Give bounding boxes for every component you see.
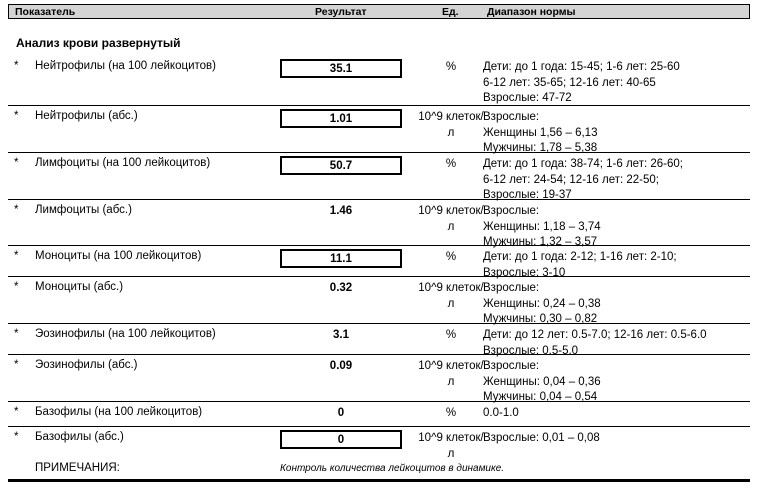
range-line: Мужчины: 1,32 – 3,57 [483,236,598,248]
unit-value: 10^9 клеток/л [418,111,484,139]
reference-range [483,110,597,157]
range-line: Мужчины: 0,30 – 0,82 [483,313,598,325]
range-line: Дети: до 1 года: 38-74; 1-6 лет: 26-60; [483,158,683,170]
row-marker: * [14,359,19,371]
row-marker: * [14,110,19,122]
range-line: Женщины 1,56 – 6,13 [483,126,598,139]
header-unit: Ед. [442,6,459,18]
range-line: Женщины: 0,24 – 0,38 [483,297,601,310]
table-row [8,277,750,324]
indicator-name: Эозинофилы (на 100 лейкоцитов) [35,328,216,340]
reference-range [483,281,601,328]
range-line: Дети: до 1 года: 2-12; 1-16 лет: 2-10; [483,251,677,263]
indicator-name: Лимфоциты (на 100 лейкоцитов) [35,157,211,169]
notes-label: ПРИМЕЧАНИЯ: [35,462,120,474]
header-range: Диапазон нормы [487,6,576,18]
range-line: Женщины: 1,18 – 3,74 [483,220,601,233]
result-value: 50.7 [280,156,402,175]
row-marker: * [14,406,19,418]
table-row [8,153,750,200]
unit-value: % [445,407,457,419]
result-value: 0 [280,430,402,449]
reference-range [483,406,519,422]
row-marker: * [14,60,19,72]
result-value: 35.1 [280,59,402,78]
row-marker: * [14,328,19,340]
table-row [8,402,750,427]
unit-value: 10^9 клеток/л [418,360,484,388]
range-line: 0.0-1.0 [483,407,519,419]
indicator-name: Эозинофилы (абс.) [35,359,138,371]
range-line: Взрослые: 47-72 [483,92,572,104]
reference-range [483,359,601,406]
range-line: 6-12 лет: 24-54; 12-16 лет: 22-50; [483,173,659,186]
range-line: Женщины: 0,04 – 0,36 [483,375,601,388]
reference-range [483,157,683,204]
result-value: 0 [337,407,345,419]
range-line: Взрослые: [483,205,540,217]
range-line: Взрослые: 0,01 – 0,08 [483,432,600,444]
indicator-name: Нейтрофилы (абс.) [35,110,138,122]
range-line: Взрослые: 19-37 [483,189,572,201]
result-value: 3.1 [333,329,349,341]
indicator-name: Базофилы (абс.) [35,431,124,443]
table-row [8,427,750,460]
row-marker: * [14,204,19,216]
table-row [8,355,750,402]
range-line: Мужчины: 1,78 – 5,38 [483,142,598,154]
notes-text: Контроль количества лейкоцитов в динамике. [280,463,505,474]
unit-value: 10^9 клеток/л [418,282,484,310]
range-line: Дети: до 12 лет: 0.5-7.0; 12-16 лет: 0.5-6.0 [483,329,707,341]
range-line: Дети: до 1 года: 15-45; 1-6 лет: 25-60 [483,61,680,73]
indicator-name: Моноциты (на 100 лейкоцитов) [35,250,202,262]
row-marker: * [14,431,19,443]
unit-value: % [445,329,457,341]
row-marker: * [14,250,19,262]
table-row [8,106,750,153]
row-marker: * [14,157,19,169]
unit-value: % [445,61,457,73]
unit-value: 10^9 клеток/л [418,432,484,460]
table-row [8,324,750,355]
indicator-name: Лимфоциты (абс.) [35,204,132,216]
reference-range [483,60,680,107]
unit-value: % [445,158,457,170]
indicator-name: Нейтрофилы (на 100 лейкоцитов) [35,60,216,72]
table-row [8,200,750,246]
result-value: 1.46 [329,205,353,217]
table-header [8,4,750,19]
reference-range [483,431,600,447]
indicator-name: Моноциты (абс.) [35,281,124,293]
range-line: Взрослые: 3-10 [483,266,566,279]
result-value: 1.01 [280,109,402,128]
reference-range [483,204,601,251]
unit-value: % [445,251,457,263]
range-line: Взрослые: 0.5-5.0 [483,344,579,357]
header-indicator: Показатель [15,6,76,18]
range-line: Взрослые: [483,282,540,294]
row-marker: * [14,281,19,293]
range-line: Взрослые: [483,111,540,123]
result-value: 0.09 [329,360,353,372]
result-value: 11.1 [280,249,402,268]
notes-row [8,460,750,482]
header-result: Результат [315,6,367,18]
result-value: 0.32 [329,282,353,294]
table-row [8,56,750,106]
section-title: Анализ крови развернутый [16,36,181,50]
range-line: 6-12 лет: 35-65; 12-16 лет: 40-65 [483,76,656,89]
range-line: Мужчины: 0,04 – 0,54 [483,391,598,403]
indicator-name: Базофилы (на 100 лейкоцитов) [35,406,203,418]
unit-value: 10^9 клеток/л [418,205,484,233]
table-row [8,246,750,277]
range-line: Взрослые: [483,360,540,372]
